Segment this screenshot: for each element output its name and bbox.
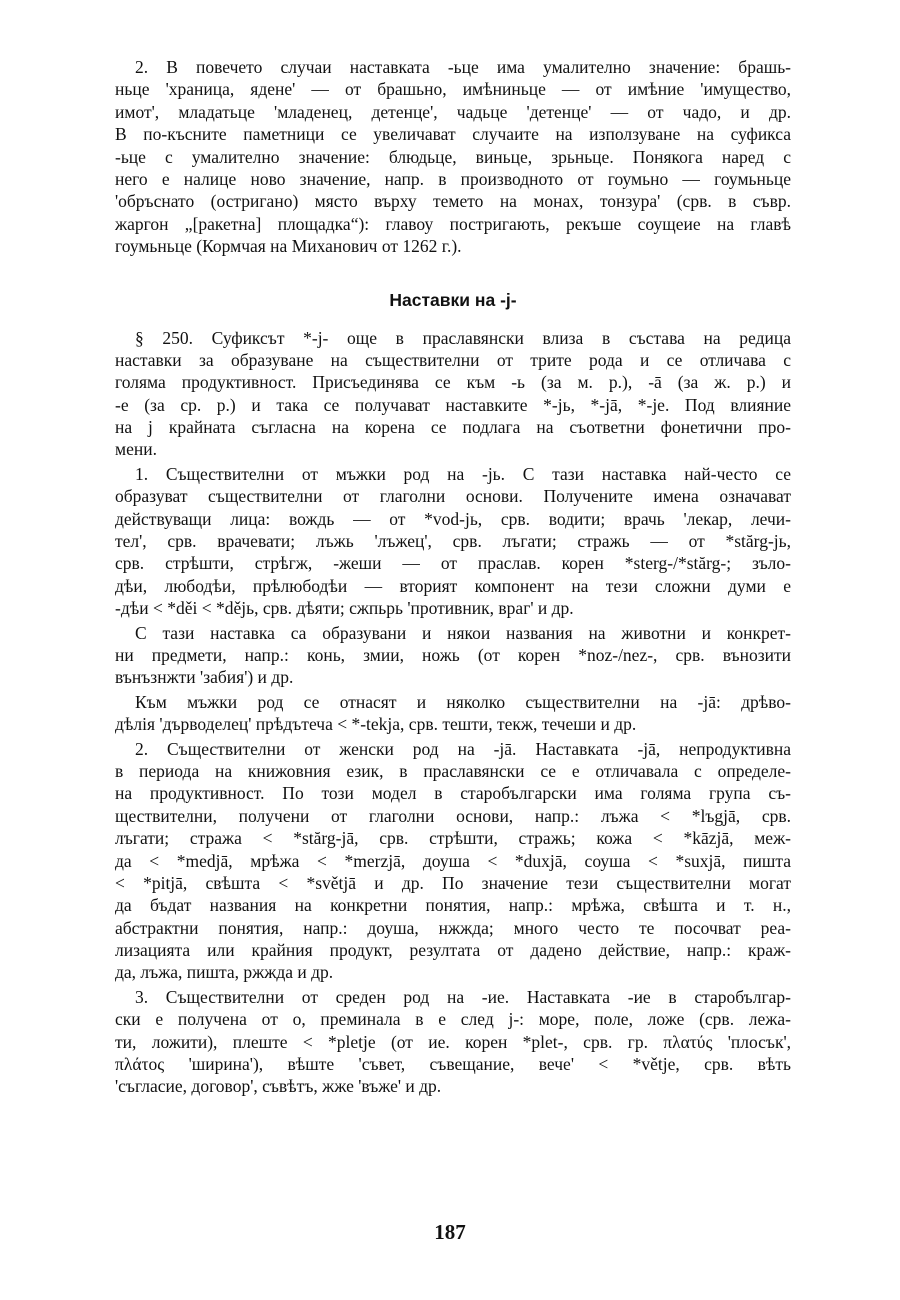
paragraph <box>115 463 791 620</box>
text-line: 2. Съществителни от женски род на -jā. Наставката -jā, непродуктивна <box>135 738 791 759</box>
text-line: образуват съществителни от глаголни основи. Получените имена означават <box>115 486 791 507</box>
text-line: абстрактни понятия, напр.: доуша, нжжда; много често те посочват реа- <box>115 917 791 938</box>
text-line: голяма продуктивност. Присъединява се към -ь (за м. р.), -ā (за ж. р.) и <box>115 372 791 393</box>
text-line: мени. <box>115 439 157 460</box>
paragraph <box>115 738 791 984</box>
text-line: лъгати; стража < *stărg-jā, срв. стрѣшти, стражь; кожа < *kāzjā, меж- <box>115 828 791 849</box>
text-line: да бъдат названия на конкретни понятия, напр.: мрѣжа, свѣшта и т. н., <box>115 895 791 916</box>
page-number: 187 <box>434 1220 466 1244</box>
text-line: да < *medjā, мрѣжа < *merzjā, доуша < *duxjā, соуша < *suxjā, пишта <box>115 850 791 871</box>
section-heading: Наставки на -j- <box>389 289 517 310</box>
text-line: жаргон „[ракетна] площадка“): главоу постригають, рекъше соущеие на главѣ <box>115 213 791 234</box>
text-line: § 250. Суфиксът *-j- още в праславянски влиза в състава на редица <box>135 327 791 348</box>
section-intro <box>115 56 791 260</box>
text-line: ньце 'храница, ядене' — от брашьно, имѣниньце — от имѣние 'имущество, <box>115 79 791 100</box>
text-line: < *pitjā, свѣшта < *světjā и др. По значение тези съществителни могат <box>115 872 791 893</box>
text-line: дѣлія 'дърводелец' прѣдътеча < *-tekja, срв. тешти, текж, течеши и др. <box>115 714 637 735</box>
text-line: дѣи, любодѣи, прѣлюбодѣи — вторият компонент на тези сложни думи е <box>115 575 791 596</box>
text-line: гоумьньце (Кормчая на Миханович от 1262 г.). <box>115 236 462 257</box>
text-line: наставки за образуване на съществителни от трите рода и се отличава с <box>115 349 791 370</box>
text-line: 'обръснато (остригано) място върху темето на монах, тонзура' (срв. в съвр. <box>115 191 791 212</box>
paragraph <box>115 691 791 736</box>
text-line: 'съгласие, договор', съвѣтъ, жже 'въже' и др. <box>115 1076 442 1097</box>
text-line: него е налице ново значение, напр. в производното от гоумьно — гоумьньце <box>115 168 791 189</box>
text-line: вънъзнжти 'забия') и др. <box>115 667 294 688</box>
text-line: срв. стрѣшти, стрѣгж, -жеши — от праслав. корен *sterg-/*stărg-; зъло- <box>115 553 791 574</box>
text-line: тел', срв. врачевати; лъжь 'лъжец', срв. лъгати; стражь — от *stărg-jь, <box>115 531 791 552</box>
text-line: ществителни, получени от глаголни основи, напр.: лъжа < *lъgjā, срв. <box>115 805 791 826</box>
paragraph <box>115 622 791 689</box>
section-250 <box>115 327 791 1100</box>
text-line: на j крайната съгласна на корена се подлага на съответни фонетични про- <box>115 417 791 438</box>
text-line: ски е получена от о, преминала в е след j-: море, поле, ложе (срв. лежа- <box>115 1009 791 1030</box>
text-line: 3. Съществителни от среден род на -ие. Наставката -ие в старобългар- <box>135 986 791 1007</box>
text-line: В по-късните паметници се увеличават случаите на използуване на суфикса <box>115 124 791 145</box>
paragraph <box>115 327 791 461</box>
text-line: имот', младатьце 'младенец, детенце', чадьце 'детенце' — от чадо, и др. <box>115 101 791 122</box>
paragraph <box>115 56 791 258</box>
text-line: С тази наставка са образувани и някои названия на животни и конкрет- <box>135 622 791 643</box>
text-line: лизацията или крайния продукт, резултата от дадено действие, напр.: краж- <box>115 940 791 961</box>
text-line: в периода на книжовния език, в праславянски се е отличавала с определе- <box>115 760 791 781</box>
page-body <box>115 56 791 1100</box>
text-line: 1. Съществителни от мъжки род на -jь. С тази наставка най-често се <box>135 463 791 484</box>
text-line: -дѣи < *děi < *dějь, срв. дѣяти; сжпьрь 'противник, враг' и др. <box>115 598 574 619</box>
text-line: -ьце с умалително значение: блюдьце, виньце, зрьньце. Понякога наред с <box>115 146 791 167</box>
text-line: 2. В повечето случаи наставката -ьце има умалително значение: брашь- <box>135 57 791 77</box>
text-line: ти, ложити), плеште < *pletje (от ие. корен *plet-, срв. гр. πλατύς 'плосък', <box>115 1031 791 1052</box>
text-line: πλάτος 'ширина'), вѣште 'съвет, съвещание, вече' < *větje, срв. вѣть <box>115 1054 791 1075</box>
text-line: -е (за ср. р.) и така се получават наставките *-jь, *-jā, *-je. Под влияние <box>115 394 791 415</box>
text-line: на продуктивност. По този модел в старобългарски има голяма група съ- <box>115 783 791 804</box>
text-line: Към мъжки род се отнасят и няколко съществителни на -jā: дрѣво- <box>135 691 791 712</box>
text-line: да, лъжа, пишта, ржжда и др. <box>115 962 334 983</box>
paragraph <box>115 986 791 1098</box>
text-line: действуващи лица: вождь — от *vod-jь, срв. водити; врачь 'лекар, лечи- <box>115 508 791 529</box>
text-line: ни предмети, напр.: конь, змии, ножь (от корен *noz-/nez-, срв. вънозити <box>115 644 791 665</box>
